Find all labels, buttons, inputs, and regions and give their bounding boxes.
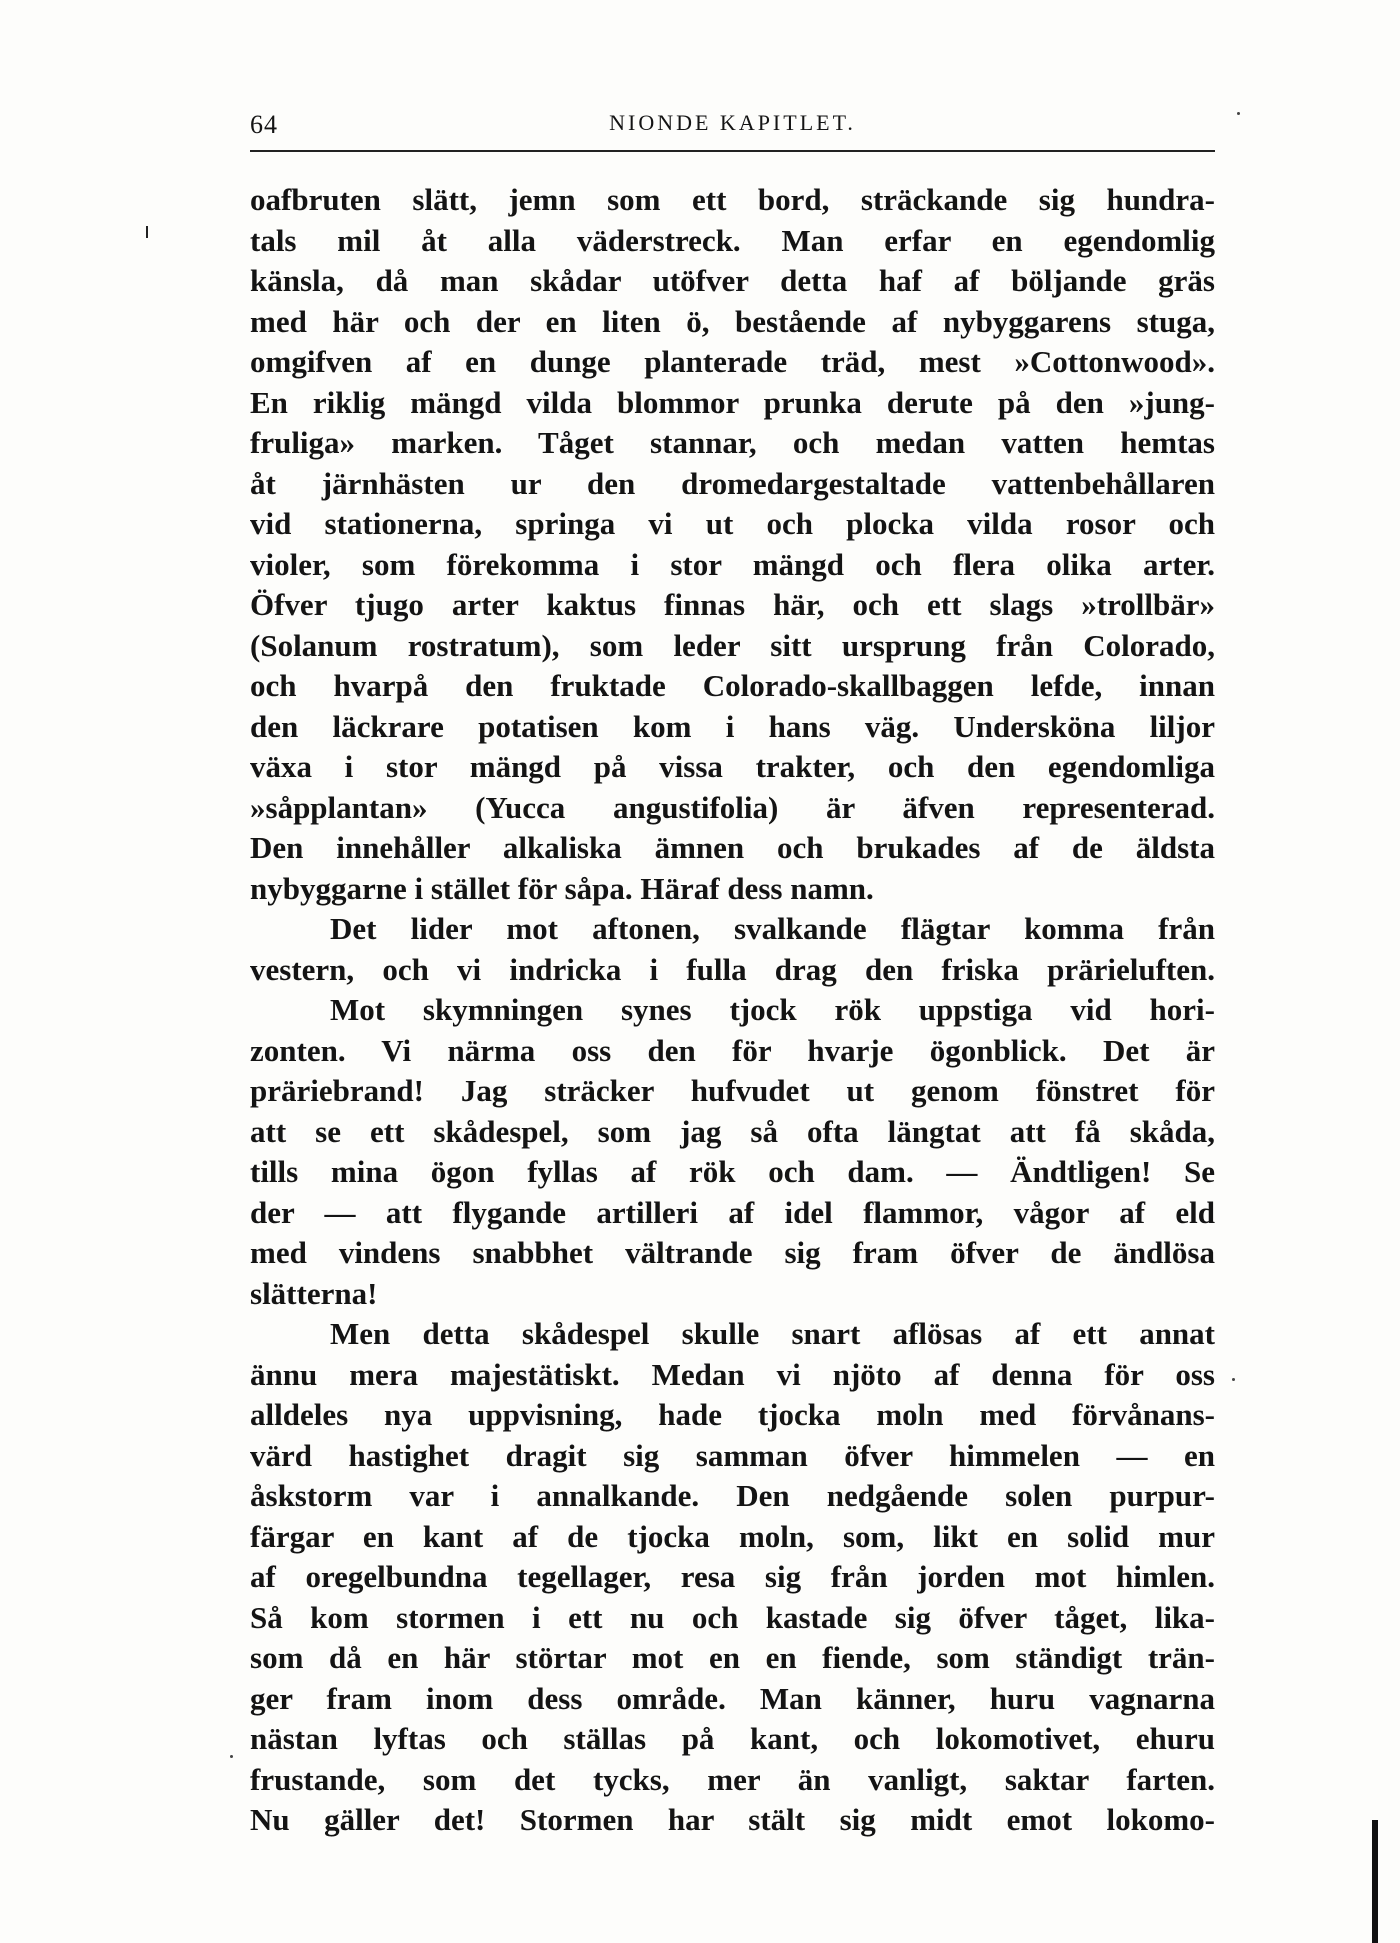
text-line: ger fram inom dess område. Man känner, huru vagnarna xyxy=(250,1680,1215,1716)
text-line: violer, som förekomma i stor mängd och flera olika arter. xyxy=(250,546,1215,582)
text-line: alldeles nya uppvisning, hade tjocka moln med förvånans- xyxy=(250,1397,1215,1432)
body-text xyxy=(250,180,1215,1841)
text-line: vestern, och vi indricka i fulla drag den friska prärieluften. xyxy=(250,951,1215,987)
text-line: »såpplantan» (Yucca angustifolia) är äfven representerad. xyxy=(250,789,1215,825)
paper-speck xyxy=(1232,1378,1235,1381)
text-line: nästan lyftas och ställas på kant, och lokomotivet, ehuru xyxy=(250,1721,1215,1756)
text-line: vid stationerna, springa vi ut och plocka vilda rosor och xyxy=(250,506,1215,541)
text-line: Öfver tjugo arter kaktus finnas här, och ett slags »trollbär» xyxy=(250,587,1215,622)
running-head: NIONDE KAPITLET. xyxy=(609,110,856,135)
text-line: att se ett skådespel, som jag så ofta längtat att få skåda, xyxy=(250,1113,1215,1149)
text-line: åt järnhästen ur den dromedargestaltade vattenbehållaren xyxy=(250,465,1215,501)
text-line: zonten. Vi närma oss den för hvarje ögonblick. Det är xyxy=(250,1032,1215,1068)
text-line: med vindens snabbhet vältrande sig fram öfver de ändlösa xyxy=(250,1235,1215,1270)
page-number: 64 xyxy=(250,110,278,139)
header-rule xyxy=(250,150,1215,152)
text-line: af oregelbundna tegellager, resa sig från jorden mot himlen. xyxy=(250,1559,1215,1594)
text-line: omgifven af en dunge planterade träd, mest »Cottonwood». xyxy=(250,344,1215,379)
text-line: åskstorm var i annalkande. Den nedgående solen purpur- xyxy=(250,1478,1215,1513)
text-line: der — att flygande artilleri af idel flammor, vågor af eld xyxy=(250,1194,1215,1230)
text-line: ännu mera majestätiskt. Medan vi njöto af denna för oss xyxy=(250,1356,1215,1392)
text-line: Den innehåller alkaliska ämnen och brukades af de äldsta xyxy=(250,830,1215,865)
text-line: frustande, som det tycks, mer än vanligt, saktar farten. xyxy=(250,1761,1215,1797)
text-line: Nu gäller det! Stormen har stält sig midt emot lokomo- xyxy=(250,1802,1215,1837)
page-header xyxy=(250,110,1215,150)
paper-speck xyxy=(1237,112,1240,115)
text-line: Mot skymningen synes tjock rök uppstiga vid hori- xyxy=(330,992,1215,1027)
text-line: oafbruten slätt, jemn som ett bord, sträckande sig hundra- xyxy=(250,182,1215,217)
text-line: En riklig mängd vilda blommor prunka derute på den »jung- xyxy=(250,384,1215,420)
text-line: (Solanum rostratum), som leder sitt ursprung från Colorado, xyxy=(250,627,1215,663)
text-line: med här och der en liten ö, bestående af nybyggarens stuga, xyxy=(250,303,1215,339)
text-line: växa i stor mängd på vissa trakter, och den egendomliga xyxy=(250,749,1215,784)
text-line: Men detta skådespel skulle snart aflösas af ett annat xyxy=(330,1316,1215,1351)
text-line: tills mina ögon fyllas af rök och dam. — Ändtligen! Se xyxy=(250,1154,1215,1189)
paper-speck xyxy=(230,1755,233,1758)
margin-mark xyxy=(146,226,148,238)
text-line: fruliga» marken. Tåget stannar, och medan vatten hemtas xyxy=(250,425,1215,460)
text-line: och hvarpå den fruktade Colorado-skallbaggen lefde, innan xyxy=(250,668,1215,703)
text-line: präriebrand! Jag sträcker hufvudet ut genom fönstret för xyxy=(250,1073,1215,1108)
binding-edge-mark xyxy=(1372,1820,1378,1943)
text-line: som då en här störtar mot en en fiende, som ständigt trän- xyxy=(250,1640,1215,1675)
text-line: nybyggarne i stället för såpa. Häraf dess namn. xyxy=(250,870,874,906)
text-line: den läckrare potatisen kom i hans väg. Undersköna liljor xyxy=(250,708,1215,744)
text-line: Så kom stormen i ett nu och kastade sig öfver tåget, lika- xyxy=(250,1599,1215,1635)
text-line: Det lider mot aftonen, svalkande flägtar komma från xyxy=(330,911,1215,946)
text-line: färgar en kant af de tjocka moln, som, likt en solid mur xyxy=(250,1518,1215,1554)
text-line: slätterna! xyxy=(250,1275,378,1311)
text-line: tals mil åt alla väderstreck. Man erfar en egendomlig xyxy=(250,222,1215,258)
text-line: värd hastighet dragit sig samman öfver himmelen — en xyxy=(250,1437,1215,1473)
text-line: känsla, då man skådar utöfver detta haf af böljande gräs xyxy=(250,263,1215,298)
